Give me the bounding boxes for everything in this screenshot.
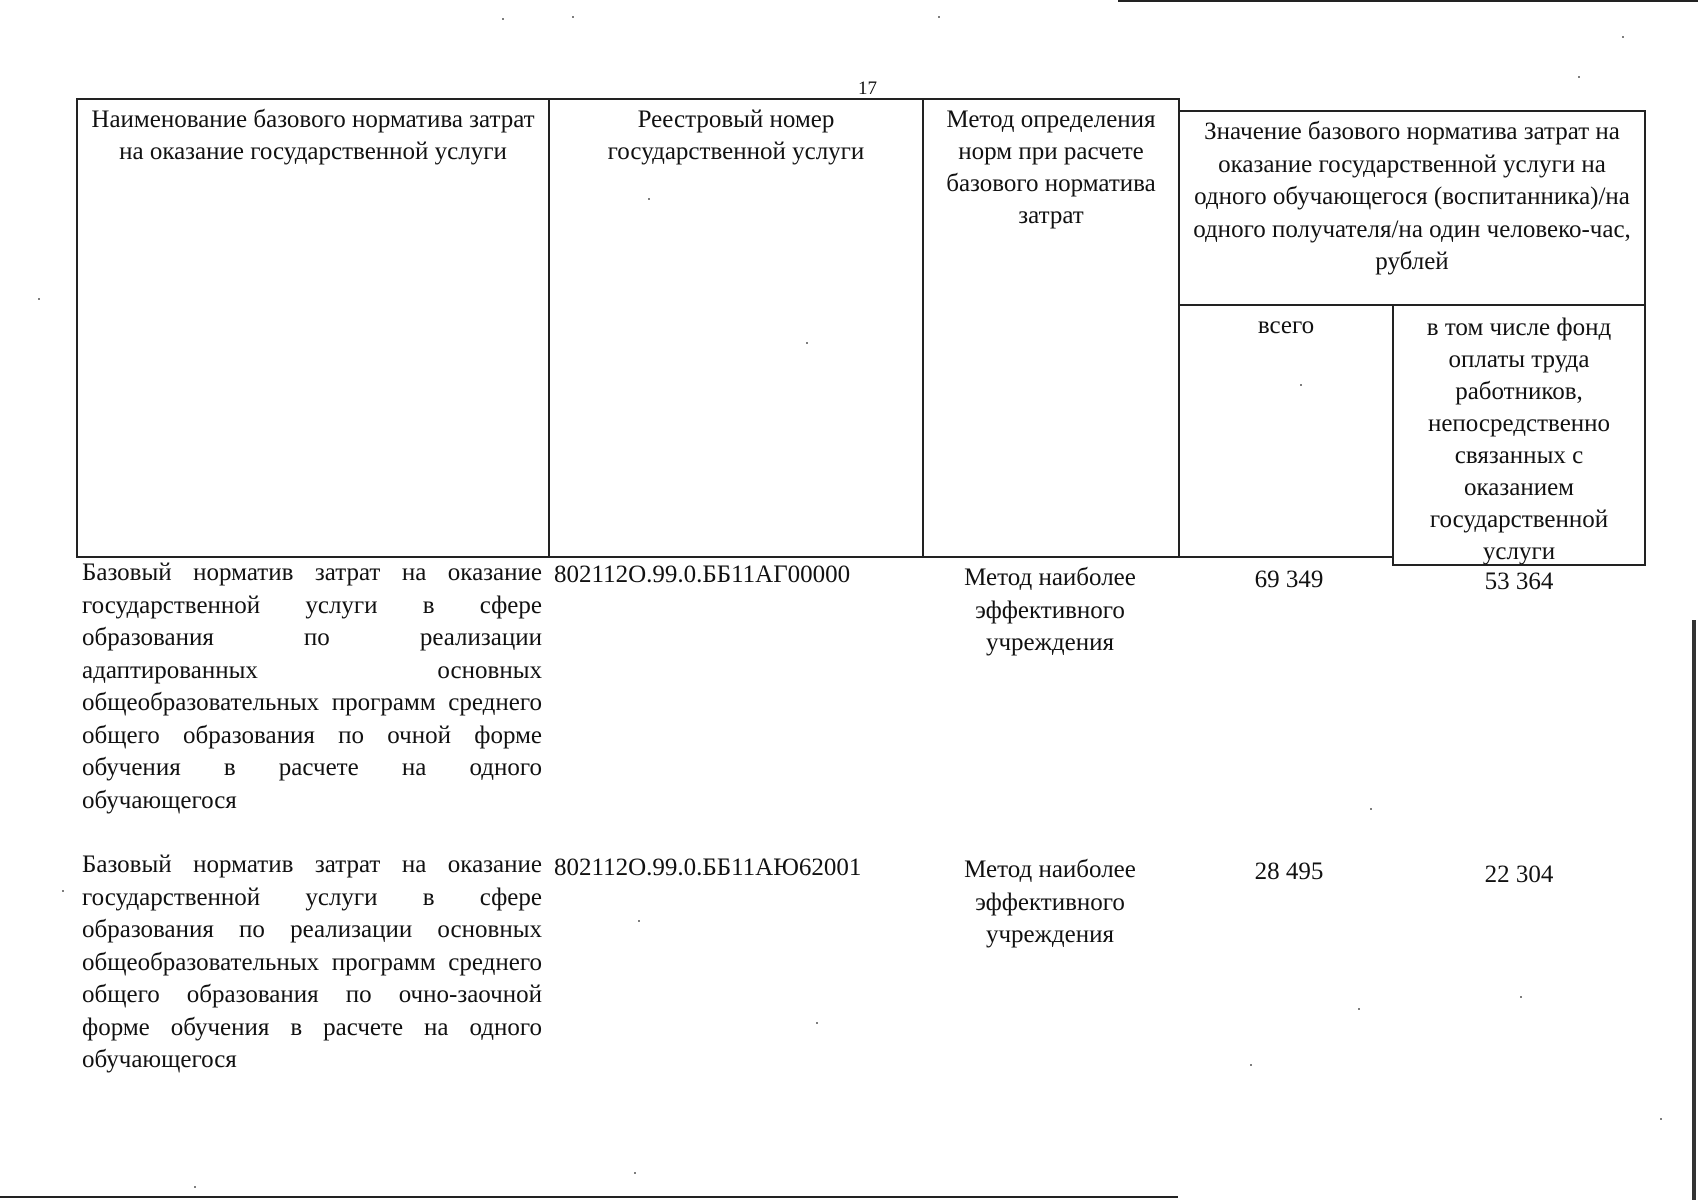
scan-speck	[634, 1172, 636, 1174]
table-header	[76, 98, 1646, 565]
scan-speck	[638, 920, 640, 922]
scan-speck	[38, 298, 40, 300]
scan-speck	[502, 18, 504, 20]
scan-speck	[1358, 1008, 1360, 1010]
right-edge-shadow	[1692, 620, 1696, 1200]
scan-speck	[1578, 76, 1580, 78]
row-2-method: Метод наиболее эффективного учреждения	[964, 856, 1136, 948]
scan-speck	[1300, 384, 1302, 386]
scan-speck	[1660, 1118, 1662, 1120]
row-1-total: 69 349	[1254, 566, 1324, 593]
top-rule	[1118, 0, 1698, 2]
header-wage-fund: в том числе фонд оплаты труда работников, непосредственно связанных с оказанием государственной услуги	[1392, 304, 1646, 566]
row-1-registry: 802112О.99.0.ББ11АГ00000	[554, 561, 851, 588]
scan-speck	[194, 1186, 196, 1188]
page-number: 17	[858, 78, 877, 99]
scan-speck	[1622, 36, 1624, 38]
scan-speck	[816, 1022, 818, 1024]
header-registry: Реестровый номер государственной услуги	[548, 98, 924, 558]
row-2-name: Базовый норматив затрат на оказание государственной услуги в сфере образования по реализации основных общеобразовательных программ среднего общего образования по очно-заочной форме обучения в расчете на одного обучающегося	[82, 851, 542, 1073]
scan-speck	[572, 16, 574, 18]
bottom-rule	[0, 1196, 1178, 1198]
scan-speck	[938, 16, 940, 18]
scan-speck	[1250, 1064, 1252, 1066]
row-1-wage-fund: 53 364	[1484, 568, 1554, 595]
row-1-method: Метод наиболее эффективного учреждения	[964, 564, 1136, 656]
row-2-wage-fund: 22 304	[1484, 861, 1554, 888]
scan-speck	[62, 890, 64, 892]
scan-speck	[1370, 808, 1372, 810]
header-method: Метод определения норм при расчете базового норматива затрат	[922, 98, 1180, 558]
row-2-total: 28 495	[1254, 858, 1324, 885]
row-2-registry: 802112О.99.0.ББ11АЮ62001	[554, 854, 862, 881]
scan-speck	[648, 198, 650, 200]
header-total: всего	[1178, 304, 1394, 558]
scan-speck	[806, 342, 808, 344]
header-name: Наименование базового норматива затрат на оказание государственной услуги	[76, 98, 550, 558]
scan-speck	[1520, 996, 1522, 998]
row-1-name: Базовый норматив затрат на оказание государственной услуги в сфере образования по реализации адаптированных основных общеобразовательных программ среднего общего образования по очной форме обучения в расчете на одного обучающегося	[82, 559, 542, 814]
header-value: Значение базового норматива затрат на оказание государственной услуги на одного обучающегося (воспитанника)/на одного получателя/на один человеко-час, рублей	[1178, 110, 1646, 306]
